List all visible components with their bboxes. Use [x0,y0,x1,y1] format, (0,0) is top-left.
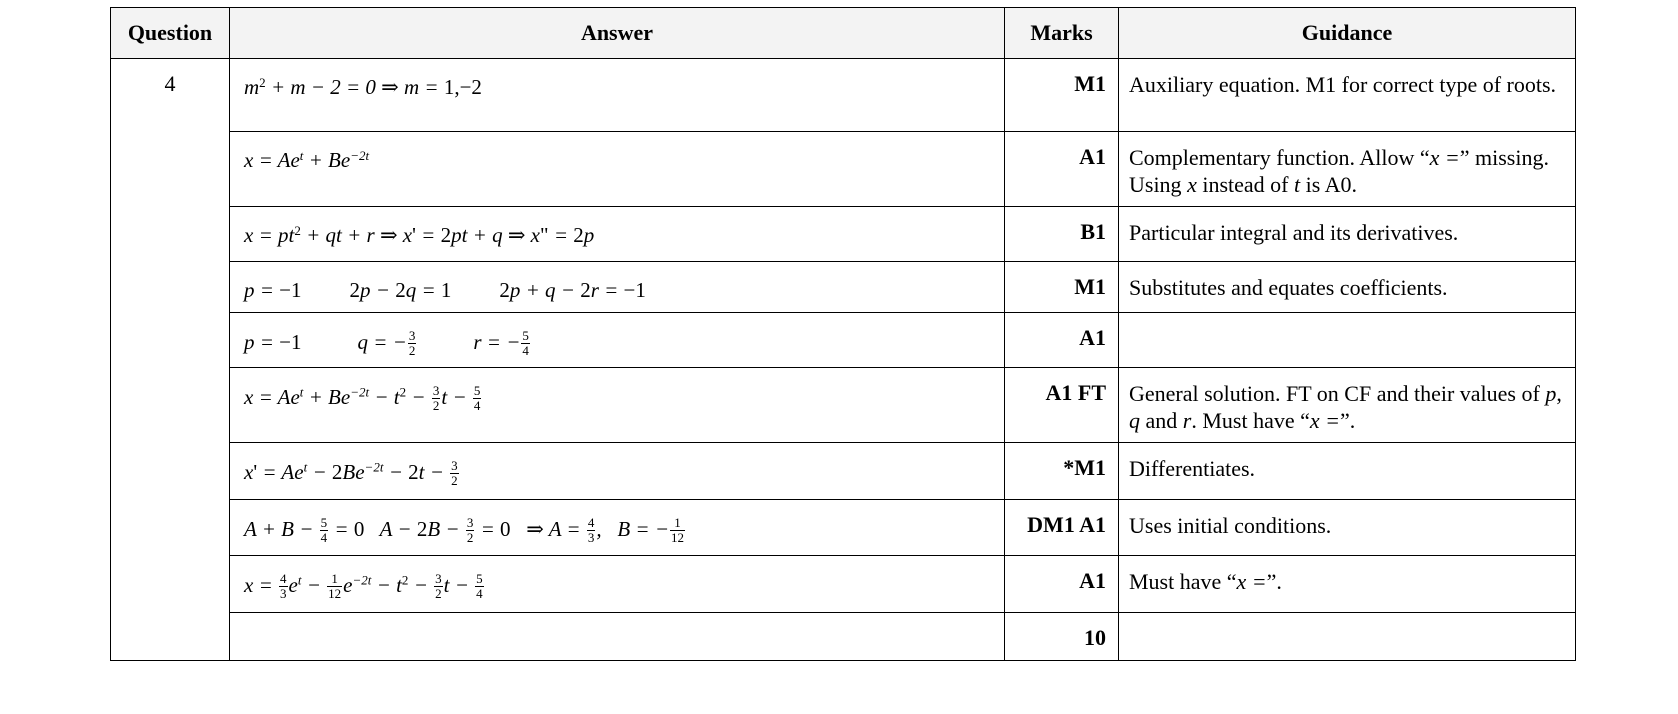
guidance-text: is A0. [1300,172,1357,197]
table-row [111,443,1576,500]
header-guidance: Guidance [1119,8,1576,59]
guidance-text: ”. [1339,408,1356,433]
answer-cell: $x = Ae^t + Be^{-2t}$ [230,132,1005,207]
table-row [111,368,1576,443]
mark-cell: A1 FT [1005,368,1119,443]
guidance-text: ”. [1266,569,1282,594]
guidance-math: x = [1309,408,1340,433]
guidance-cell: Auxiliary equation. M1 for correct type of roots. [1119,59,1576,132]
mark-cell: DM1 A1 [1005,500,1119,556]
header-question: Question [111,8,230,59]
guidance-cell [1119,132,1576,207]
table-row [111,59,1576,132]
guidance-text: , [1556,381,1562,406]
guidance-cell [1119,368,1576,443]
guidance-cell: Particular integral and its derivatives. [1119,207,1576,262]
guidance-cell [1119,613,1576,661]
guidance-text: Complementary function. Allow “ [1129,145,1430,170]
table-row [111,313,1576,368]
guidance-var: q [1129,408,1140,433]
answer-cell: $m^2 + m - 2 = 0$ ⇒ m = 1,−2 [230,59,1005,132]
answer-cell [230,613,1005,661]
guidance-cell [1119,313,1576,368]
guidance-text: and [1140,408,1183,433]
guidance-text: ” missing. Using [1129,145,1549,197]
total-marks: 10 [1005,613,1119,661]
mark-cell: *M1 [1005,443,1119,500]
guidance-cell [1119,556,1576,613]
guidance-var: r [1182,408,1192,433]
mark-cell: A1 [1005,132,1119,207]
guidance-math: x = [1429,145,1460,170]
guidance-var: t [1293,172,1301,197]
guidance-cell: Differentiates. [1119,443,1576,500]
header-row [111,8,1576,59]
table-row [111,500,1576,556]
header-marks: Marks [1005,8,1119,59]
answer-cell: p = −1 2p − 2q = 1 2p + q − 2r = −1 [230,262,1005,313]
guidance-text: instead of [1196,172,1294,197]
guidance-var: p [1545,381,1557,406]
answer-cell: A + B − $\frac{5}{4}$ = 0 A − 2B − $\frac{3}{2}$ = 0 ⇒ A = $\frac{4}{3}$ , B = − $\frac{1}{12}$ [230,500,1005,556]
table-row [111,207,1576,262]
answer-cell: x = $\frac{4}{3}$ $e^t$ − $\frac{1}{12}$ $e^{-2t} - t^2$ − $\frac{3}{2}$ t − $\frac{5}{4}$ [230,556,1005,613]
mark-cell: M1 [1005,59,1119,132]
mark-cell: A1 [1005,556,1119,613]
question-number: 4 [111,59,230,661]
guidance-text: . Must have “ [1191,408,1310,433]
mark-scheme-table [110,7,1576,661]
header-answer: Answer [230,8,1005,59]
guidance-cell: Substitutes and equates coefficients. [1119,262,1576,313]
guidance-text: General solution. FT on CF and their values of [1129,381,1546,406]
guidance-cell: Uses initial conditions. [1119,500,1576,556]
guidance-math: x = [1236,569,1267,594]
mark-cell: B1 [1005,207,1119,262]
answer-cell: $x' = Ae^t - 2Be^{-2t} - 2t$ − $\frac{3}{2}$ [230,443,1005,500]
table-row [111,613,1576,661]
answer-cell: p = −1 q = − $\frac{3}{2}$ r = − $\frac{5}{4}$ [230,313,1005,368]
answer-cell: $x = Ae^t + Be^{-2t} - t^2$ − $\frac{3}{2}$ t − $\frac{5}{4}$ [230,368,1005,443]
answer-cell: $x = pt^2$ + qt + r ⇒ x' = 2pt + q ⇒ x" = 2p [230,207,1005,262]
table-row [111,262,1576,313]
guidance-text: Must have “ [1129,569,1237,594]
guidance-var: x [1187,172,1197,197]
table-row [111,556,1576,613]
mark-cell: M1 [1005,262,1119,313]
mark-cell: A1 [1005,313,1119,368]
table-row [111,132,1576,207]
